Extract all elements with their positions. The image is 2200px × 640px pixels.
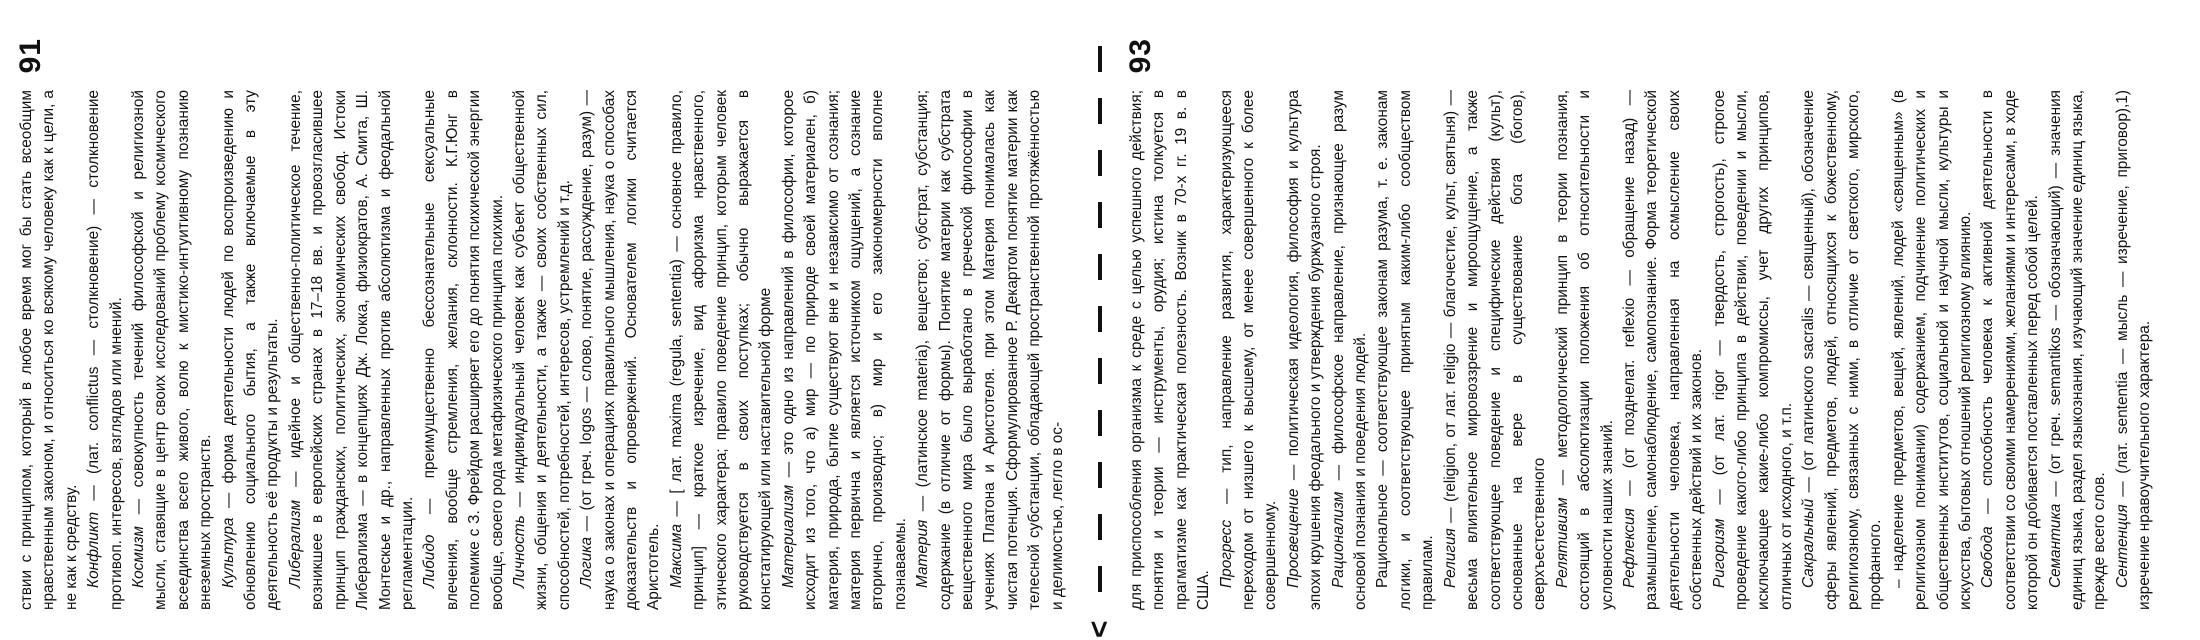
cut-line-dash: [1098, 462, 1102, 488]
entry-term: Максима: [667, 523, 685, 588]
glossary-entry: [1619, 90, 1709, 610]
page-91: [0, 0, 1090, 640]
page-93: [1110, 0, 2200, 640]
glossary-entry: [419, 90, 509, 610]
glossary-entry: [576, 90, 666, 610]
entry-definition: — [ лат. maxima (regula, sententia) — основное правило, принцип] — краткое изречение, вид афоризма нравственного, этического характера; правило поведение принцип, которым человек руководствуется в своих поступках; обычно выражается в констатирующей или наставительной форме: [667, 90, 775, 610]
entry-term: Рефлексия: [1620, 508, 1638, 588]
entry-definition: — форма деятельности людей по воспроизведению и обновлению социального бытия, а также включаемые в эту деятельность её продукты и результаты.: [219, 90, 282, 610]
entry-definition: — (от латинского sacralis — священный), обозначение сферы явлений, предметов, людей, относящихся к божественному, религиозному, связанных с ними, в отличие от светского, мирского, профанного.: [1800, 90, 1885, 610]
glossary-entry: [1888, 90, 1978, 610]
entry-definition: — тип, направление развития, характеризующееся переходом от низшего к высшему, от менее совершенного к более совершенному.: [1217, 90, 1280, 610]
cut-line-dash: [1098, 566, 1102, 592]
glossary-entry: [1372, 90, 1439, 610]
glossary-entry: [1440, 90, 1552, 610]
cut-line-dash: [1098, 306, 1102, 332]
cut-line-dash: [1098, 358, 1102, 384]
cut-line-dash: [1098, 150, 1102, 176]
glossary-entry: [285, 90, 419, 610]
entry-definition: — (от лат. rigor — твердость, строгость), строгое проведение какого-либо принципа в действии, поведении и мысли, исключающее какие-либо компромиссы, учет других принципов, отличных от исходного, и т.п.: [1710, 90, 1795, 610]
entry-definition: — (латинское materia), вещество; субстрат, субстанция; содержание (в отличие от формы). Понятие материи как субстрата вещественного мира было выработано в греческой философии в учениях Платона и Аристотеля. при этом Материя понималась как чистая потенция. Сформулированное Р. Декартом понятие материи как телесной субстанции, обладающей пространственной протяжённостью и делимостью, легло в ос-: [914, 90, 1066, 610]
glossary-column: [1126, 90, 2157, 610]
glossary-entry: [1552, 90, 1619, 610]
entry-definition: Рациональное — соответствующее законам разума, т. е. законам логики, и соответствующее принятым каким-либо сообществом правилам.: [1374, 90, 1437, 610]
glossary-entry: [509, 90, 576, 610]
cut-line-dash: [1098, 514, 1102, 540]
entry-term: Сакральный: [1800, 498, 1818, 588]
glossary-entry: [2112, 90, 2157, 610]
entry-term: Материализм: [779, 484, 797, 588]
glossary-entry: [83, 90, 128, 610]
entry-term: Свобода: [1979, 526, 1997, 588]
entry-term: Конфликт: [85, 511, 103, 588]
glossary-entry: [2045, 90, 2112, 610]
glossary-column: [16, 90, 1069, 610]
entry-term: Сентенция: [2113, 504, 2131, 588]
entry-definition: ствии с принципом, который в любое время мог бы стать всеобщим нравственным законом, и относиться ко всякому человеку как к цели, а не как к средству.: [18, 90, 80, 610]
entry-term: Космизм: [130, 526, 148, 588]
entry-definition: — (от греч. logos — слово, понятие, рассуждение, разум) — наука о законах и операциях правильного мышления, наука о способах доказательств и опровержений. Основателем логики считается Аристотель.: [578, 90, 663, 610]
cut-line-dash: [1098, 410, 1102, 436]
cut-line-dash: [1098, 254, 1102, 280]
entry-definition: — совокупность течений философской и религиозной мысли, ставящие в центр своих исследований проблему космического всеединства всего живого, волю к мистико-интуитивному познанию внеземных пространств.: [130, 90, 215, 610]
page-number: 93: [1124, 38, 1157, 74]
page-divider: [1083, 0, 1116, 640]
cut-line-dash: [1098, 98, 1102, 124]
entry-term: Ригоризм: [1710, 518, 1728, 588]
entry-definition: – наделение предметов, вещей, явлений, людей «священным» (в религиозном понимании) содержанием, подчинение политических и общественных институтов, социальной и научной мысли, культуры и искусства, бытовых отношений религиозному влиянию.: [1889, 90, 1975, 610]
entry-term: Личность: [510, 515, 528, 588]
cut-line-dash: [1098, 46, 1102, 72]
glossary-entry: [1977, 90, 2044, 610]
entry-definition: для приспособления организма к среде с целью успешного действия; понятия и теории — инструменты, орудия; истина толкуется в прагматизме как практическая полезность. Возник в 70-х гг. 19 в. в США.: [1128, 90, 1213, 610]
entry-term: Культура: [219, 517, 237, 588]
glossary-entry: [128, 90, 218, 610]
entry-definition: — индивидуальный человек как субъект общественной жизни, общения и деятельности, а также — своих собственных сил, способностей, потребностей, интересов, устремлений и т.д.: [510, 90, 573, 610]
entry-term: Релятивизм: [1553, 497, 1571, 588]
glossary-entry: [1328, 90, 1373, 610]
entry-term: Семантика: [2046, 503, 2064, 588]
glossary-entry: [1283, 90, 1328, 610]
entry-term: Либидо: [421, 534, 439, 588]
cut-line-dash: [1098, 202, 1102, 228]
entry-term: Рационализм: [1329, 491, 1347, 588]
glossary-entry: [16, 90, 83, 610]
entry-definition: — (лат. sententia — мысль — изречение, приговор),1) изречение нравоучительного характера.: [2113, 90, 2154, 610]
entry-definition: — (religion, от лат. religio — благочестие, культ, святыня) — весьма влиятельное мировоззрение и мироощущение, а также соответствующее поведение и специфические действия (культ), основанные на вере в существование бога (богов), сверхъестественного: [1441, 90, 1549, 610]
entry-term: Просвещение: [1284, 488, 1302, 588]
entry-term: Либерализм: [286, 499, 304, 588]
entry-term: Религия: [1441, 528, 1459, 588]
entry-definition: — это одно из направлений в философии, которое исходит из того, что а) мир — по природе своей материален, б) материя, природа, бытие существуют вне и независимо от сознания; материя первична и является источником ощущений, а сознание вторично, производно; в) мир и его закономерности вполне познаваемы.: [779, 90, 909, 610]
entry-definition: — методологический принцип в теории познания, состоящий в абсолютизации положения об относительности и условности наших знаний.: [1553, 90, 1616, 610]
glossary-entry: [666, 90, 778, 610]
glossary-entry: [1216, 90, 1283, 610]
glossary-entry: [912, 90, 1069, 610]
entry-definition: — преимущественно бессознательные сексуальные влечения, вообще стремления, желания, склонности. К.Г.Юнг в полемике с З. Фрейдом расширяет его до понятия психической энергии вообще, своего рода метафизического принципа психики.: [421, 90, 506, 610]
entry-definition: — идейное и общественно-политическое течение, возникшее в европейских странах в 17–18 вв. и провозгласившее принцип гражданских, политических, экономических свобод. Истоки Либерализма — в концепциях Дж. Локка, физиократов, А. Смита, Ш. Монтескье и др., направленных против абсолютизма и феодальной регламентации.: [286, 90, 416, 610]
fold-arrow-mark: <: [1083, 620, 1116, 638]
entry-term: Логика: [578, 536, 596, 588]
glossary-entry: [1798, 90, 1888, 610]
entry-definition: — политическая идеология, философия и культура эпохи крушения феодального и утверждения буржуазного строя.: [1284, 90, 1325, 610]
entry-definition: — философское направление, признающее разум основой познания и поведения людей.: [1329, 90, 1370, 610]
glossary-entry: [218, 90, 285, 610]
entry-definition: — (от позднелат. reflexio — обращение назад) — размышление, самонаблюдение, самопознание. Форма теоретической деятельности человека, направленная на осмысление своих собственных действий и их законов.: [1620, 90, 1706, 610]
entry-definition: — (от греч. semantikos — обозначающий) — значения единиц языка, раздел языкознания, изучающий значение единиц языка, прежде всего слов.: [2046, 90, 2109, 610]
glossary-entry: [1126, 90, 1216, 610]
entry-term: Прогресс: [1217, 519, 1235, 588]
page-number: 91: [14, 38, 47, 74]
glossary-entry: [778, 90, 912, 610]
entry-term: Материя: [914, 519, 932, 588]
entry-definition: — (лат. conflictus — столкновение) — столкновение противоп. интересов, взглядов или мнений.: [85, 90, 125, 610]
entry-definition: — способность человека к активной деятельности в соответствии со своими намерениями, желаниями и интересами, в ходе которой он добивается поставленных перед собой целей.: [1979, 90, 2042, 610]
glossary-entry: [1709, 90, 1799, 610]
